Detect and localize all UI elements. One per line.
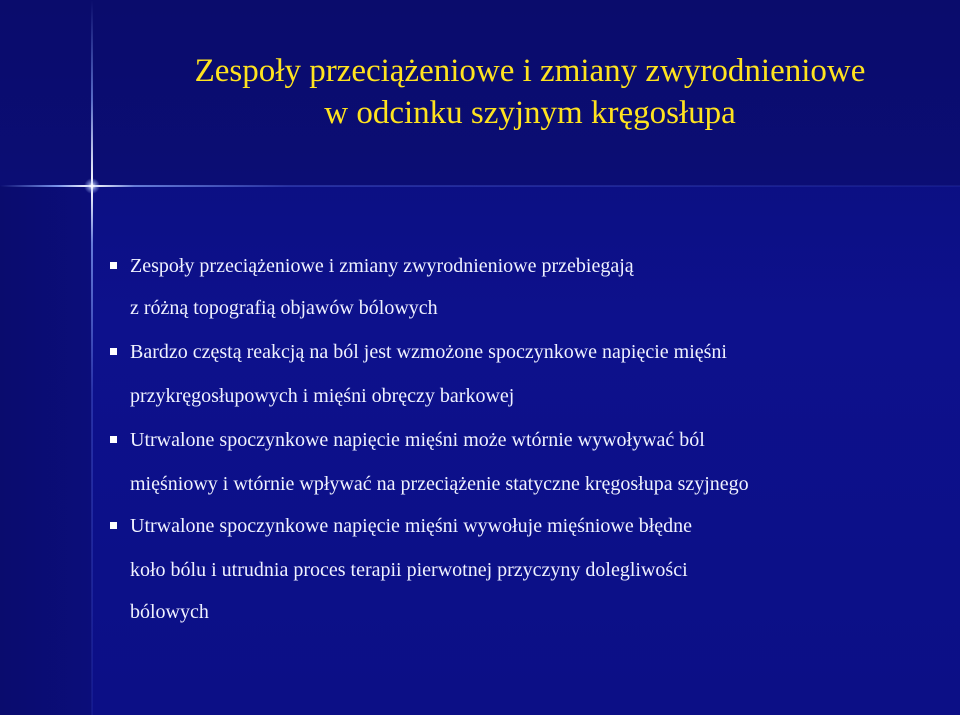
bullet-2-line-2: przykręgosłupowych i mięśni obręczy barkowej (130, 385, 515, 407)
bullet-4-line-2: koło bólu i utrudnia proces terapii pierwotnej przyczyny dolegliwości (130, 559, 688, 581)
bullet-3-line-1: Utrwalone spoczynkowe napięcie mięśni może wtórnie wywoływać ból (130, 429, 705, 451)
bullet-2-line-1: Bardzo częstą reakcją na ból jest wzmożone spoczynkowe napięcie mięśni (130, 341, 727, 363)
bullet-1-line-2: z różną topografią objawów bólowych (130, 297, 438, 319)
square-bullet-icon (110, 436, 117, 443)
bullet-3-line-2: mięśniowy i wtórnie wpływać na przeciążenie statyczne kręgosłupa szyjnego (130, 473, 749, 495)
square-bullet-icon (110, 262, 117, 269)
slide-title-line-1: Zespoły przeciążeniowe i zmiany zwyrodnieniowe (194, 53, 866, 89)
square-bullet-icon (110, 522, 117, 529)
bullet-4-line-1: Utrwalone spoczynkowe napięcie mięśni wywołuje mięśniowe błędne (130, 515, 693, 537)
bullet-1-line-1: Zespoły przeciążeniowe i zmiany zwyrodnieniowe przebiegają (130, 255, 634, 277)
bullet-4-line-3: bólowych (130, 601, 209, 623)
square-bullet-icon (110, 348, 117, 355)
slide-title-line-2: w odcinku szyjnym kręgosłupa (324, 95, 736, 131)
